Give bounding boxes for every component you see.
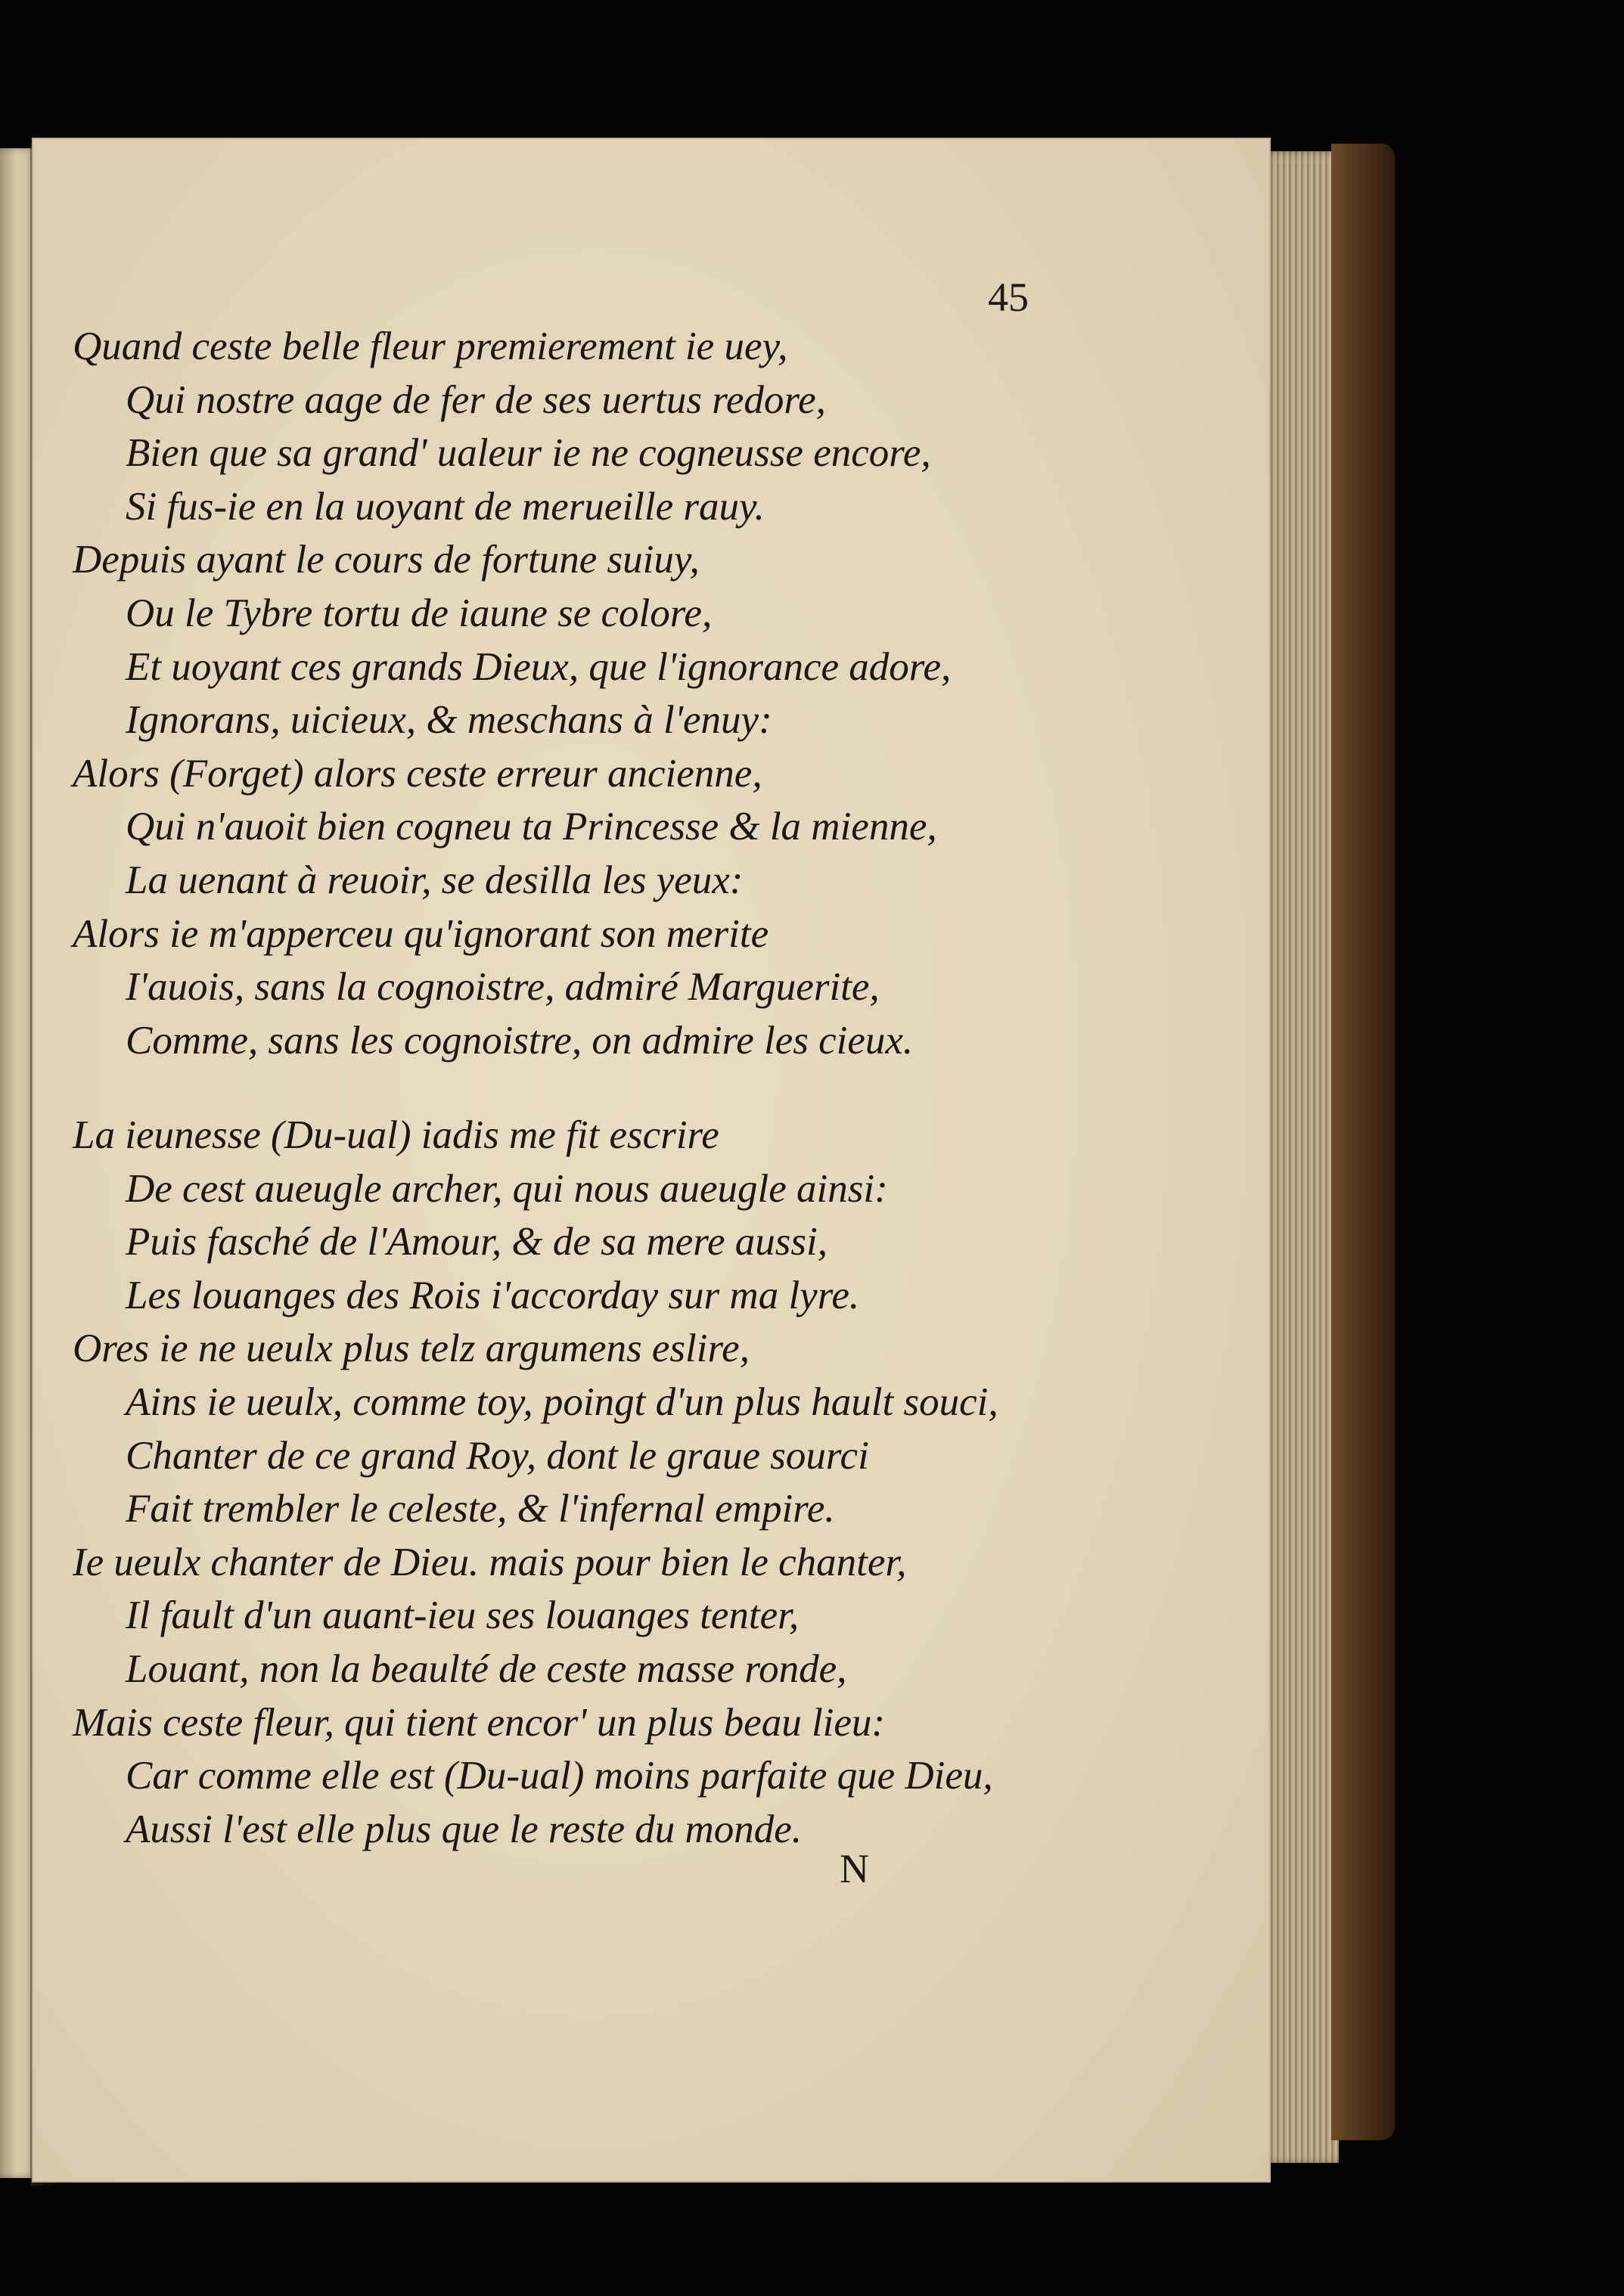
verse-line: De cest aueugle archer, qui nous aueugle ainsi: [126,1166,888,1211]
sonnet-du-ual [73,1109,998,1856]
verse-line: Louant, non la beaulté de ceste masse ronde, [126,1646,847,1691]
verse-line: Ignorans, uicieux, & meschans à l'enuy: [126,698,772,743]
verse-line: Qui n'auoit bien cogneu ta Princesse & la mienne, [126,805,937,849]
page-number: 45 [988,275,1029,320]
verse-line: Bien que sa grand' ualeur ie ne cogneusse encore, [126,431,931,476]
verse-line: Chanter de ce grand Roy, dont le graue sourci [126,1433,869,1478]
verse-line: Car comme elle est (Du-ual) moins parfaite que Dieu, [126,1754,993,1798]
verse-line: Mais ceste fleur, qui tient encor' un plus beau lieu: [73,1700,886,1745]
verse-line: Puis fasché de l'Amour, & de sa mere aussi, [126,1220,828,1264]
verse-line: Ou le Tybre tortu de iaune se colore, [126,591,713,635]
verse-line: La uenant à reuoir, se desilla les yeux: [126,858,744,902]
verse-line: Fait trembler le celeste, & l'infernal empire. [126,1487,835,1531]
verse-line: Si fus-ie en la uoyant de merueille rauy. [126,484,765,529]
verse-line: Ains ie ueulx, comme toy, poingt d'un plus hault souci, [126,1379,998,1424]
verse-line: Comme, sans les cognoistre, on admire les cieux. [126,1018,914,1063]
verse-line: Aussi l'est elle plus que le reste du monde. [126,1807,803,1851]
verse-line: Depuis ayant le cours de fortune suiuy, [73,538,700,582]
verse-line: Alors ie m'apperceu qu'ignorant son merite [73,911,769,956]
verse-line: La ieunesse (Du-ual) iadis me fit escrire [73,1113,719,1157]
verse-line: Il fault d'un auant-ieu ses louanges tenter, [126,1593,800,1638]
book-cover [1331,144,1395,2140]
sonnet-forget [73,320,951,1067]
signature-mark: N [840,1846,869,1891]
verse-line: Quand ceste belle fleur premierement ie uey, [73,324,788,368]
verse-line: Alors (Forget) alors ceste erreur ancienne, [73,751,762,796]
verse-line: Ie ueulx chanter de Dieu. mais pour bien le chanter, [73,1540,907,1584]
verse-line: Qui nostre aage de fer de ses uertus redore, [126,377,826,422]
verse-line: Les louanges des Rois i'accorday sur ma lyre. [126,1273,860,1317]
verse-line: Et uoyant ces grands Dieux, que l'ignorance adore, [126,644,952,689]
verse-line: I'auois, sans la cognoistre, admiré Marguerite, [126,965,880,1010]
verse-line: Ores ie ne ueulx plus telz argumens eslire, [73,1326,750,1371]
